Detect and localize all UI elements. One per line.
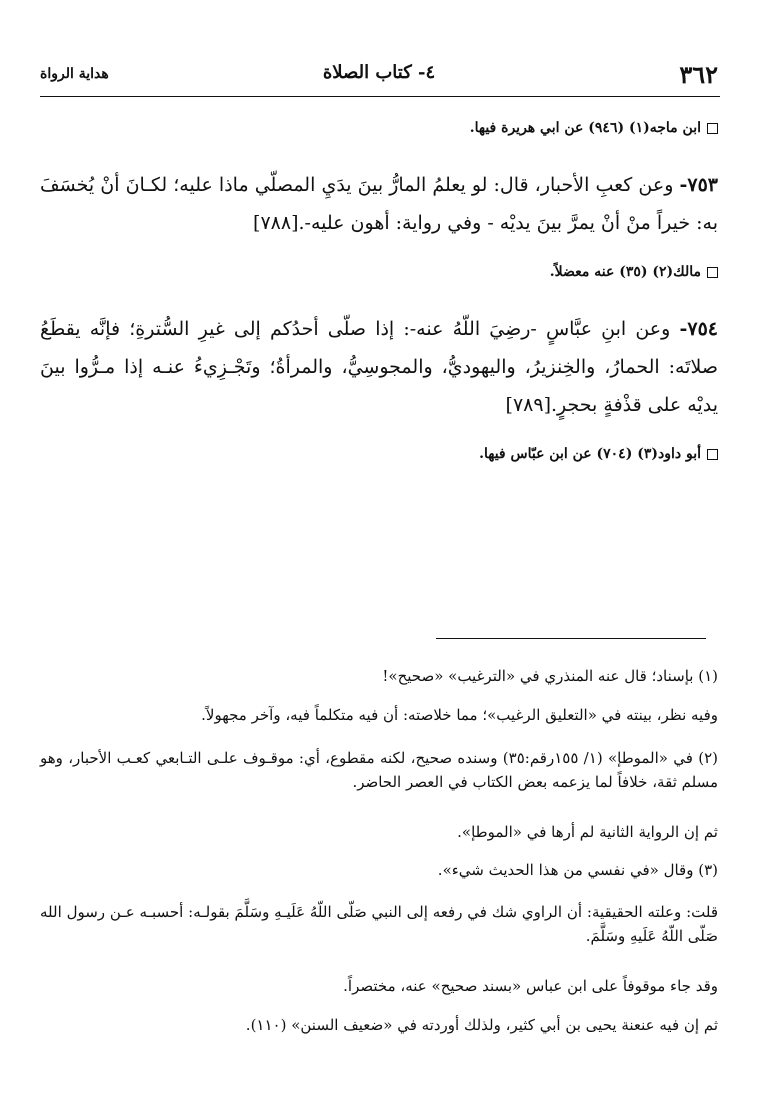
hadith-text: وعن ابنِ عبَّاسٍ -رضِيَ اللّهُ عنه-: إذا صلّى أحدُكم إلى غيرِ السُّترةِ؛ فإنَّه يقطَعُ صلاتَه: الحمارُ، والخِنزيرُ، واليهوديُّ، والمجوسِيُّ، والمرأةُ؛ وتَجْـزِيءُ عنـه إذا مـرُّوا بينَ يديْه على قذْفةٍ بحجرٍ.[٧٨٩]: [40, 318, 718, 416]
hadith-number: ٧٥٣-: [679, 174, 718, 196]
chapter-title: ٤- كتاب الصلاة: [322, 62, 436, 83]
footnote-2-continued: ثم إن الرواية الثانية لم أرها في «الموطإ».: [457, 823, 718, 841]
footnote-3: (٣) وقال «في نفسي من هذا الحديث شيء».: [437, 861, 718, 879]
source-line-1: [40, 118, 718, 138]
footnote-3-end: ثم إن فيه عنعنة يحيى بن أبي كثير، ولذلك أوردته في «ضعيف السنن» (١١٠).: [245, 1016, 718, 1034]
source-line-3: [40, 444, 718, 464]
square-bullet-icon: [707, 123, 718, 134]
header-rule: [40, 96, 720, 97]
source-text: ابن ماجه(١) (٩٤٦) عن ابي هريرة فيها.: [469, 120, 701, 136]
footnote-3-note: وقد جاء موقوفاً على ابن عباس «بسند صحيح» عنه، مختصراً.: [343, 977, 718, 995]
footnote-1: (١) بإسناد؛ قال عنه المنذري في «الترغيب» «صحيح»!: [382, 667, 718, 685]
book-title: هداية الرواة: [40, 66, 109, 82]
footnote-3-reason: قلت: وعلته الحقيقية: أن الراوي شك في رفعه إلى النبي صَلّى اللّهُ عَلَيـهِ وسَلَّمَ بقولـه: أحسبـه عـن رسول الله صَلّى اللّهُ عَلَيهِ وسَلَّمَ.: [40, 903, 718, 945]
source-text: أبو داود(٣) (٧٠٤) عن ابن عبّاس فيها.: [479, 446, 701, 462]
hadith-number: ٧٥٤-: [679, 318, 718, 340]
source-line-2: [40, 262, 718, 282]
square-bullet-icon: [707, 449, 718, 460]
footnote-2: (٢) في «الموطإ» (١/ ١٥٥رقم:٣٥) وسنده صحيح، لكنه مقطوع، أي: موقـوف علـى التـابعي كعـب الأحبار، وهو مسلم ثقة، خلافاً لما يزعمه بعض الكتاب في العصر الحاضر.: [40, 749, 719, 791]
hadith-text: وعن كعبِ الأحبار، قال: لو يعلمُ المارُّ بينَ يدَيِ المصلّي ماذا عليه؛ لكـانَ أنْ يُخسَفَ به: خيراً منْ أنْ يمرَّ بينَ يديْه - وفي رواية: أهون عليه-.[٧٨٨]: [40, 174, 718, 234]
page-number: ٣٦٢: [679, 60, 718, 89]
footnote-1-continued: وفيه نظر، بينته في «التعليق الرغيب»؛ مما خلاصته: أن فيه متكلماً فيه، وآخر مجهولاً.: [201, 706, 718, 724]
running-header: [40, 58, 718, 94]
hadith-754: [40, 310, 718, 424]
footnote-separator: [436, 638, 706, 639]
square-bullet-icon: [707, 267, 718, 278]
hadith-753: [40, 166, 718, 242]
source-text: مالك(٢) (٣٥) عنه معضلاً.: [549, 264, 701, 280]
